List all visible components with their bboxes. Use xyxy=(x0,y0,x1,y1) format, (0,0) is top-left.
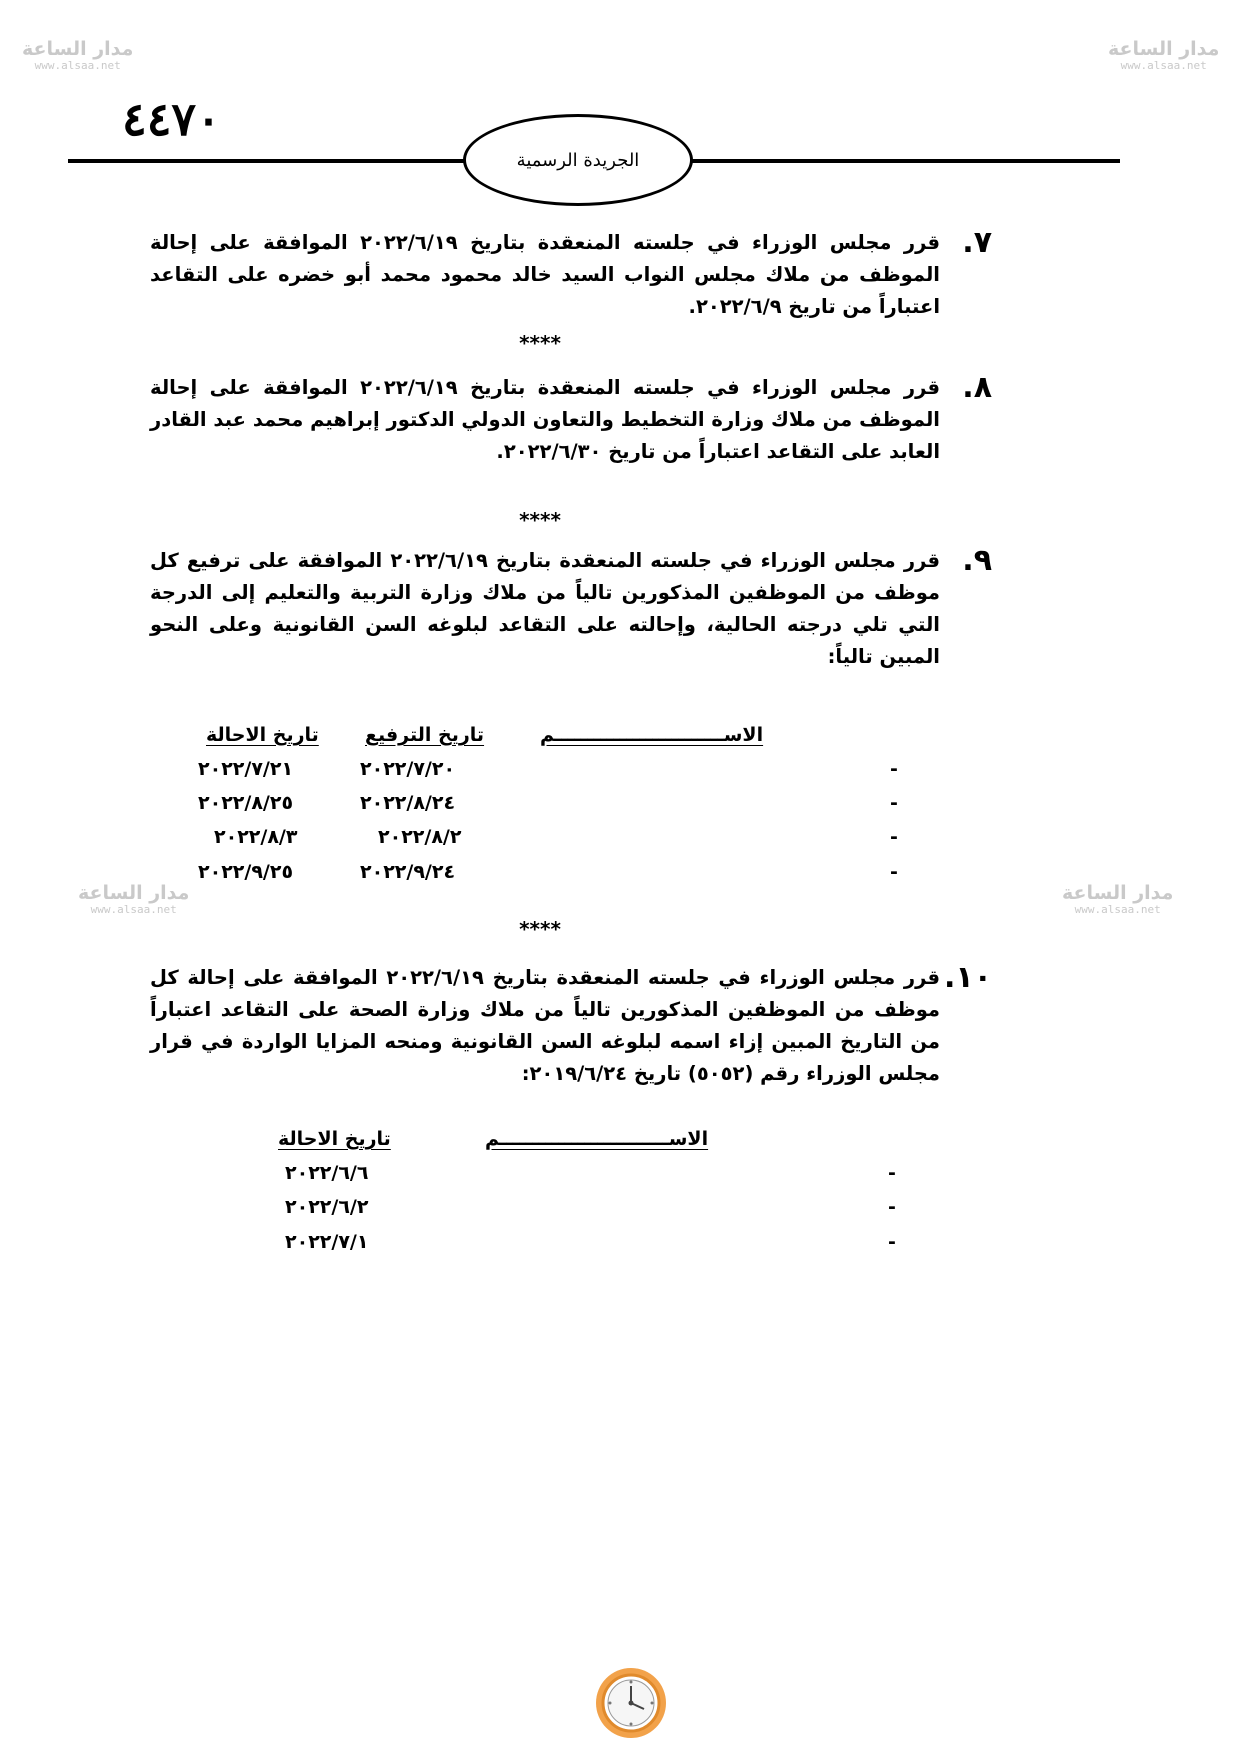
row-dash: - xyxy=(888,1162,896,1184)
watermark-mid-left xyxy=(78,884,189,915)
page-number: ٤٤٧٠ xyxy=(122,92,221,146)
column-header-retirement-date: تاريخ الاحالة xyxy=(206,724,319,746)
retirement-date: ٢٠٢٢/٦/٢ xyxy=(285,1196,369,1218)
retirement-date: ٢٠٢٢/٧/١ xyxy=(285,1231,369,1253)
row-dash: - xyxy=(890,861,898,883)
promotion-date: ٢٠٢٢/٨/٢٤ xyxy=(360,792,456,814)
retirement-date: ٢٠٢٢/٧/٢١ xyxy=(198,758,294,780)
item-text: قرر مجلس الوزراء في جلسته المنعقدة بتاريخ ٢٠٢٢/٦/١٩ الموافقة على إحالة الموظف من ملاك وزارة التخطيط والتعاون الدولي الدكتور إبراهيم محمد عبد القادر العابد على التقاعد اعتباراً من تاريخ ٢٠٢٢/٦/٣٠. xyxy=(150,376,940,463)
decision-item-8 xyxy=(150,370,992,468)
column-header-promotion-date: تاريخ الترفيع xyxy=(365,724,485,746)
promotion-date: ٢٠٢٢/٧/٢٠ xyxy=(360,758,456,780)
watermark-top-right xyxy=(1108,40,1219,71)
row-dash: - xyxy=(888,1231,896,1253)
item-text: قرر مجلس الوزراء في جلسته المنعقدة بتاريخ ٢٠٢٢/٦/١٩ الموافقة على إحالة كل موظف من الموظفين المذكورين تالياً من ملاك وزارة الصحة على التقاعد اعتباراً من التاريخ المبين إزاء اسمه لبلوغه السن القانونية ومنحه المزايا الواردة في قرار مجلس الوزراء رقم (٥٠٥٢) تاريخ ٢٠١٩/٦/٢٤: xyxy=(150,966,940,1085)
decision-item-7 xyxy=(150,225,992,323)
watermark-url: www.alsaa.net xyxy=(90,902,177,916)
retirement-date: ٢٠٢٢/٨/٣ xyxy=(214,826,298,848)
item-number: .٧ xyxy=(962,225,992,260)
watermark-logo: مدار الساعة xyxy=(78,882,190,904)
watermark-url: www.alsaa.net xyxy=(1074,902,1161,916)
decision-item-9 xyxy=(150,543,992,673)
column-header-name: الاســــــــــــــــــــــــــم xyxy=(485,1128,709,1150)
row-dash: - xyxy=(890,792,898,814)
clock-logo-icon xyxy=(593,1665,669,1741)
item-text: قرر مجلس الوزراء في جلسته المنعقدة بتاريخ ٢٠٢٢/٦/١٩ الموافقة على إحالة الموظف من ملاك مجلس النواب السيد خالد محمود محمد أبو خضره على التقاعد اعتباراً من تاريخ ٢٠٢٢/٦/٩. xyxy=(150,231,940,318)
promotion-date: ٢٠٢٢/٨/٢ xyxy=(378,826,462,848)
watermark-mid-right xyxy=(1062,884,1173,915)
item-number: .٨ xyxy=(962,370,992,405)
watermark-logo: مدار الساعة xyxy=(1062,882,1174,904)
separator: **** xyxy=(519,508,561,532)
watermark-logo: مدار الساعة xyxy=(1108,38,1220,60)
retirement-date: ٢٠٢٢/٨/٢٥ xyxy=(198,792,294,814)
watermark-top-left xyxy=(22,40,133,71)
watermark-url: www.alsaa.net xyxy=(1120,58,1207,72)
column-header-retirement-date: تاريخ الاحالة xyxy=(278,1128,391,1150)
row-dash: - xyxy=(890,826,898,848)
item-text: قرر مجلس الوزراء في جلسته المنعقدة بتاريخ ٢٠٢٢/٦/١٩ الموافقة على ترفيع كل موظف من الموظفين المذكورين تالياً من ملاك وزارة التربية والتعليم إلى الدرجة التي تلي درجته الحالية، وإحالته على التقاعد لبلوغه السن القانونية وعلى النحو المبين تالياً: xyxy=(150,549,940,668)
watermark-logo: مدار الساعة xyxy=(22,38,134,60)
promotion-date: ٢٠٢٢/٩/٢٤ xyxy=(360,861,456,883)
decision-item-10 xyxy=(150,960,992,1090)
item-number: .٩ xyxy=(962,543,992,578)
item-number: .١٠ xyxy=(943,960,992,995)
row-dash: - xyxy=(888,1196,896,1218)
watermark-url: www.alsaa.net xyxy=(34,58,121,72)
publication-title: الجريدة الرسمية xyxy=(463,114,693,206)
separator: **** xyxy=(519,331,561,355)
retirement-date: ٢٠٢٢/٩/٢٥ xyxy=(198,861,294,883)
row-dash: - xyxy=(890,758,898,780)
retirement-date: ٢٠٢٢/٦/٦ xyxy=(285,1162,369,1184)
separator: **** xyxy=(519,917,561,941)
column-header-name: الاســــــــــــــــــــــــــم xyxy=(540,724,764,746)
